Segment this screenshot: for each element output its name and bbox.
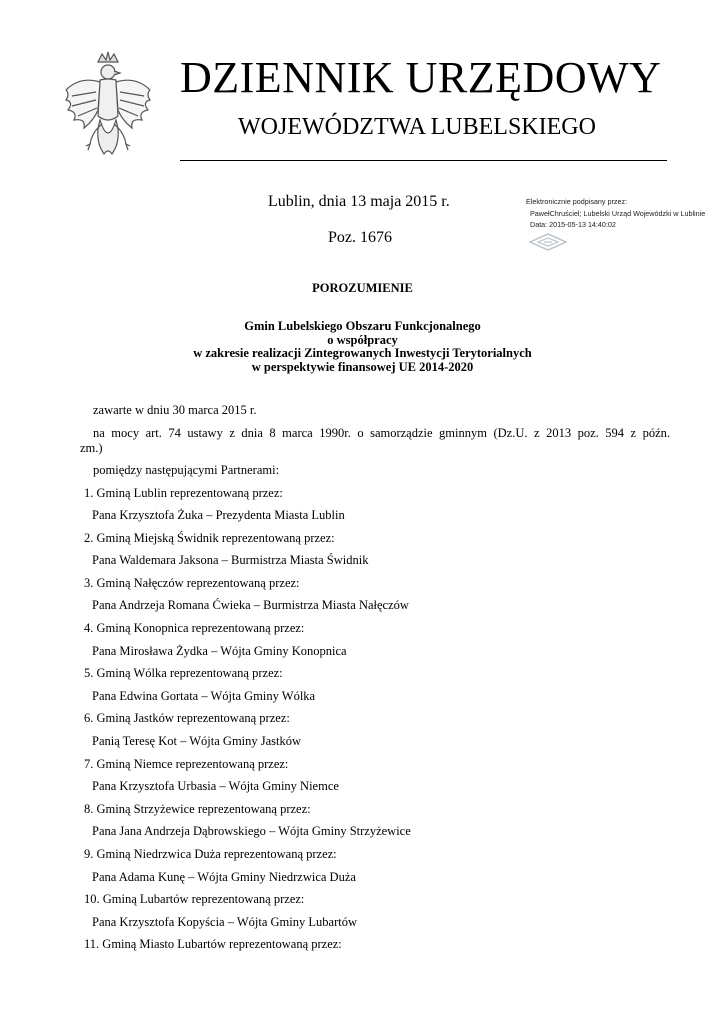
subtitle-line: w perspektywie finansowej UE 2014-2020 bbox=[251, 359, 474, 374]
partner-representative: Pana Jana Andrzeja Dąbrowskiego – Wójta Gminy Strzyżewice bbox=[92, 824, 411, 839]
partner-item bbox=[80, 802, 670, 840]
partner-entity: 5. Gminą Wólka reprezentowaną przez: bbox=[84, 666, 283, 681]
subtitle-line: w zakresie realizacji Zintegrowanych Inwestycji Terytorialnych bbox=[193, 346, 532, 361]
subtitle-line: o współpracy bbox=[327, 332, 398, 347]
partners-list bbox=[80, 486, 670, 953]
partner-entity: 1. Gminą Lublin reprezentowaną przez: bbox=[84, 485, 283, 500]
partner-representative: Pana Krzysztofa Kopyścia – Wójta Gminy Lubartów bbox=[92, 914, 357, 929]
partner-item bbox=[80, 621, 670, 659]
signature-label: Elektronicznie podpisany przez: bbox=[526, 197, 628, 206]
partner-item bbox=[80, 711, 670, 749]
electronic-signature-block bbox=[526, 196, 716, 231]
partner-item bbox=[80, 576, 670, 614]
intro-date: zawarte w dniu 30 marca 2015 r. bbox=[93, 403, 257, 417]
issue-date: Lublin, dnia 13 maja 2015 r. bbox=[268, 193, 450, 210]
partner-entity: 7. Gminą Niemce reprezentowaną przez: bbox=[84, 756, 289, 771]
partner-item bbox=[80, 486, 670, 524]
legal-basis-continuation: zm.) bbox=[80, 440, 103, 455]
partner-entity: 2. Gminą Miejską Świdnik reprezentowaną przez: bbox=[84, 530, 335, 545]
header-divider bbox=[180, 160, 667, 161]
signature-seal-icon bbox=[528, 232, 568, 252]
signature-signer: PawełChruściel; Lubelski Urząd Wojewódzki w Lublinie bbox=[530, 208, 706, 218]
partner-entity: 4. Gminą Konopnica reprezentowaną przez: bbox=[84, 621, 305, 636]
legal-basis-line: na mocy art. 74 ustawy z dnia 8 marca 1990r. o samorządzie gminnym (Dz.U. z 2013 poz. 594 z późn. bbox=[93, 425, 670, 440]
document-type: POROZUMIENIE bbox=[312, 281, 413, 295]
document-subtitle bbox=[0, 320, 725, 374]
partner-item bbox=[80, 531, 670, 569]
partner-item bbox=[80, 847, 670, 885]
partner-representative: Pana Krzysztofa Urbasia – Wójta Gminy Niemce bbox=[92, 779, 339, 794]
partner-item bbox=[80, 666, 670, 704]
partner-representative: Panią Teresę Kot – Wójta Gminy Jastków bbox=[92, 734, 302, 749]
polish-eagle-emblem-icon bbox=[60, 50, 156, 170]
publication-subtitle: WOJEWÓDZTWA LUBELSKIEGO bbox=[238, 114, 596, 140]
partner-item bbox=[80, 757, 670, 795]
subtitle-line: Gmin Lubelskiego Obszaru Funkcjonalnego bbox=[244, 319, 481, 333]
partner-entity: 8. Gminą Strzyżewice reprezentowaną przez: bbox=[84, 801, 311, 816]
signature-date: Data: 2015-05-13 14:40:02 bbox=[530, 220, 616, 229]
partner-representative: Pana Adama Kunę – Wójta Gminy Niedrzwica Duża bbox=[92, 869, 356, 884]
partner-representative: Pana Mirosława Żydka – Wójta Gminy Konopnica bbox=[92, 643, 347, 658]
partner-entity: 9. Gminą Niedrzwica Duża reprezentowaną przez: bbox=[84, 847, 337, 861]
position-number: Poz. 1676 bbox=[328, 229, 392, 246]
partner-entity: 11. Gminą Miasto Lubartów reprezentowaną przez: bbox=[84, 937, 342, 952]
partner-representative: Pana Edwina Gortata – Wójta Gminy Wólka bbox=[92, 688, 316, 703]
partner-entity: 3. Gminą Nałęczów reprezentowaną przez: bbox=[84, 575, 300, 590]
partner-representative: Pana Waldemara Jaksona – Burmistrza Miasta Świdnik bbox=[92, 553, 369, 568]
document-body bbox=[80, 403, 670, 960]
partner-representative: Pana Krzysztofa Żuka – Prezydenta Miasta Lublin bbox=[92, 508, 345, 523]
partner-representative: Pana Andrzeja Romana Ćwieka – Burmistrza Miasta Nałęczów bbox=[92, 598, 409, 613]
partner-entity: 6. Gminą Jastków reprezentowaną przez: bbox=[84, 711, 290, 726]
partner-item bbox=[80, 892, 670, 930]
intro-partners-lead: pomiędzy następującymi Partnerami: bbox=[93, 463, 280, 477]
publication-title: DZIENNIK URZĘDOWY bbox=[180, 53, 662, 102]
intro-legal-basis bbox=[80, 426, 670, 456]
partner-item bbox=[80, 937, 670, 952]
partner-entity: 10. Gminą Lubartów reprezentowaną przez: bbox=[84, 892, 305, 907]
